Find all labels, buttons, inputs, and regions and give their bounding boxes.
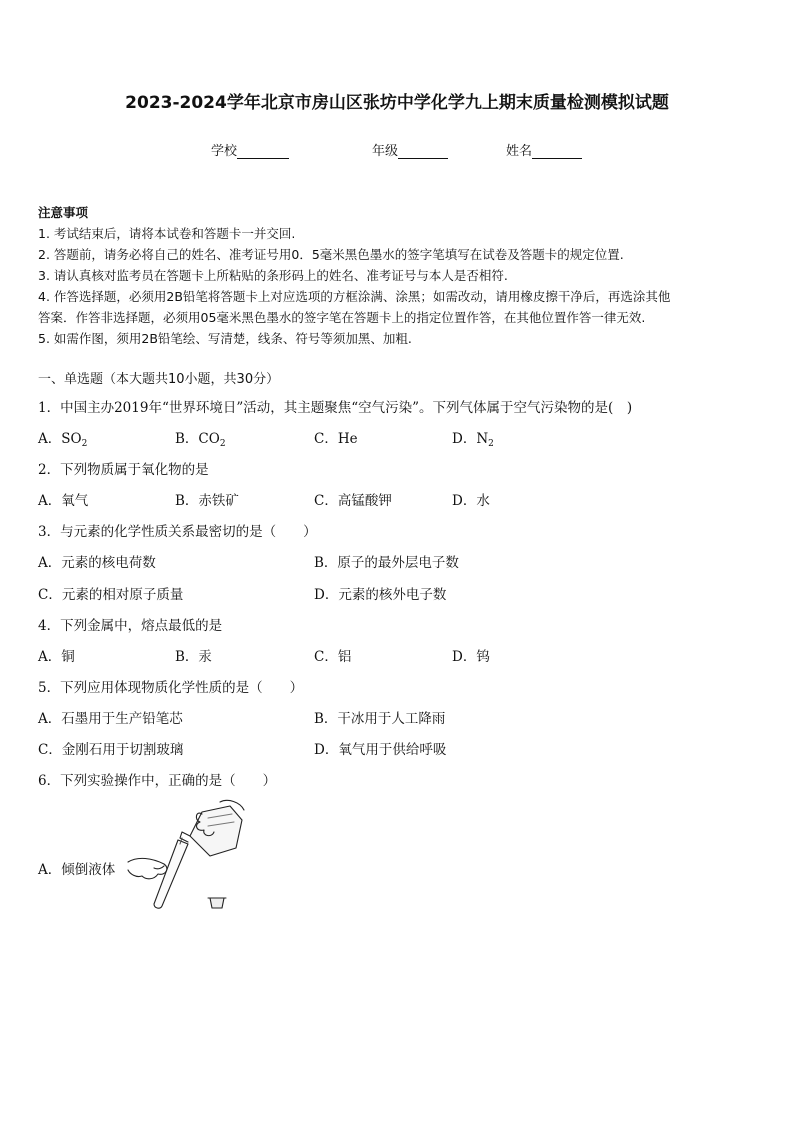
question-1-option-c[interactable]: C．He: [314, 431, 358, 447]
option-label: B．CO: [175, 431, 220, 447]
question-4-option-b[interactable]: B．汞: [175, 649, 212, 665]
notice-heading: 注意事项: [38, 205, 89, 220]
question-6-option-a[interactable]: A．倾倒液体: [38, 862, 116, 878]
question-4-option-c[interactable]: C．铝: [314, 649, 352, 665]
name-label: 姓名: [506, 144, 533, 159]
notice-item: 3. 请认真核对监考员在答题卡上所粘贴的条形码上的姓名、准考证号与本人是否相符.: [38, 268, 508, 283]
option-label: D．N: [452, 431, 489, 447]
school-blank[interactable]: [237, 144, 289, 159]
question-3-option-c[interactable]: C．元素的相对原子质量: [38, 587, 184, 603]
subscript: 2: [219, 439, 226, 449]
question-3-option-b[interactable]: B．原子的最外层电子数: [314, 555, 459, 571]
school-field: [211, 140, 289, 159]
question-1-stem: 1．中国主办2019年“世界环境日”活动，其主题聚焦“空气污染”。下列气体属于空气污染物的是( ): [38, 400, 633, 416]
question-2-stem: 2．下列物质属于氧化物的是: [38, 462, 209, 478]
question-5-option-b[interactable]: B．干冰用于人工降雨: [314, 711, 446, 727]
pouring-liquid-illustration: [124, 798, 250, 914]
question-5-option-c[interactable]: C．金刚石用于切割玻璃: [38, 742, 184, 758]
notice-item: 答案．作答非选择题，必须用05毫米黑色墨水的签字笔在答题卡上的指定位置作答，在其他位置作答一律无效.: [38, 310, 646, 325]
grade-label: 年级: [372, 144, 399, 159]
section-heading: 一、单选题（本大题共10小题，共30分）: [38, 372, 280, 387]
subscript: 2: [488, 439, 494, 449]
question-4-option-d[interactable]: D．钨: [452, 649, 490, 665]
question-2-option-c[interactable]: C．高锰酸钾: [314, 493, 392, 509]
question-3-option-a[interactable]: A．元素的核电荷数: [38, 555, 156, 571]
question-5-option-a[interactable]: A．石墨用于生产铅笔芯: [38, 711, 183, 727]
question-2-option-b[interactable]: B．赤铁矿: [175, 493, 239, 509]
name-blank[interactable]: [532, 144, 582, 159]
notice-item: 2. 答题前，请务必将自己的姓名、准考证号用0．5毫米黑色墨水的签字笔填写在试卷及答题卡的规定位置.: [38, 247, 624, 262]
question-5-option-d[interactable]: D．氧气用于供给呼吸: [314, 742, 447, 758]
notice-item: 4. 作答选择题，必须用2B铅笔将答题卡上对应选项的方框涂满、涂黑；如需改动，请用橡皮擦干净后，再选涂其他: [38, 289, 671, 304]
school-label: 学校: [211, 144, 238, 159]
question-4-option-a[interactable]: A．铜: [38, 649, 75, 665]
question-1-option-d[interactable]: [452, 427, 494, 449]
question-1-option-b[interactable]: [175, 427, 226, 449]
grade-field: [372, 140, 448, 159]
name-field: [506, 140, 582, 159]
bottle-stopper: [210, 898, 224, 908]
question-3-option-d[interactable]: D．元素的核外电子数: [314, 587, 447, 603]
question-4-stem: 4．下列金属中，熔点最低的是: [38, 618, 223, 634]
subscript: 2: [81, 439, 88, 449]
question-2-option-a[interactable]: A．氧气: [38, 493, 89, 509]
option-label: A．SO: [38, 431, 82, 447]
notice-item: 1. 考试结束后，请将本试卷和答题卡一并交回.: [38, 226, 296, 241]
question-3-stem: 3．与元素的化学性质关系最密切的是（ ）: [38, 524, 317, 540]
question-6-stem: 6．下列实验操作中，正确的是（ ）: [38, 773, 277, 789]
notice-item: 5. 如需作图，须用2B铅笔绘、写清楚，线条、符号等须加黑、加粗.: [38, 331, 412, 346]
page-title: 2023-2024学年北京市房山区张坊中学化学九上期末质量检测模拟试题: [125, 93, 669, 113]
grade-blank[interactable]: [398, 144, 448, 159]
question-1-option-a[interactable]: [38, 427, 87, 449]
notice-section: [38, 202, 758, 349]
question-5-stem: 5．下列应用体现物质化学性质的是（ ）: [38, 680, 304, 696]
question-2-option-d[interactable]: D．水: [452, 493, 490, 509]
